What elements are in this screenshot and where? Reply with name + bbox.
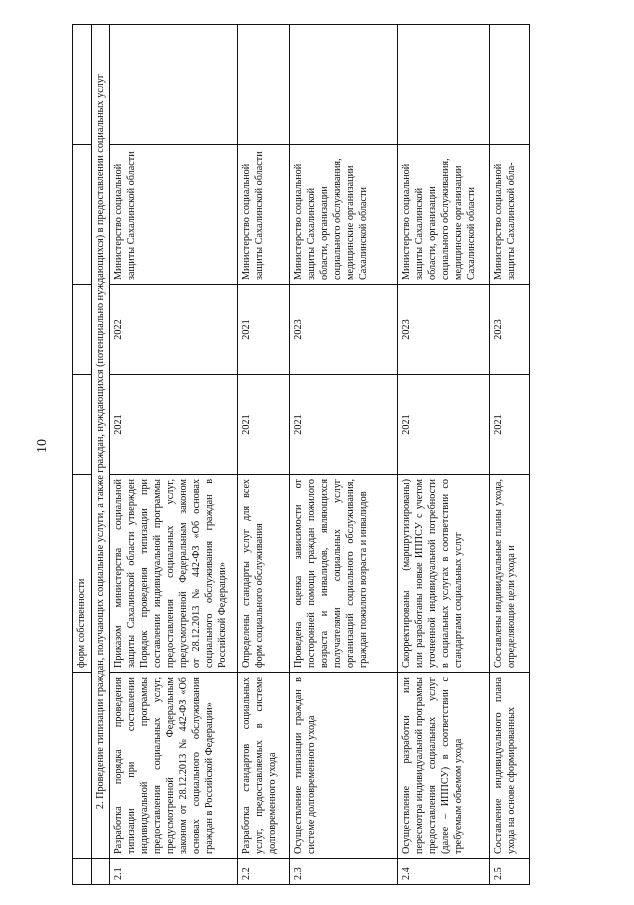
start-year-cell: 2021 [490, 375, 530, 475]
empty-cell [398, 25, 490, 145]
responsible-cell: Министерство социальной защиты Сахалинской области, организации социального обслуживания, медицинские организации Сахалинской области [398, 145, 490, 285]
end-year-cell: 2023 [398, 285, 490, 375]
measure-cell: Разработка порядка проведения типизации при составлении индивидуальной программы предоставления социальных услуг, предусмотренной Федеральным законом от 28.12.2013 № 442-ФЗ «Об основах социального обслуживания граждан в Российской Федерации» [110, 673, 238, 859]
start-year-cell: 2021 [238, 375, 290, 475]
section-title: 2. Проведение типизации граждан, получающих социальные услуги, а также граждан, нуждающихся (потенциально нуждающихся) в предоставлении социальных услуг [92, 25, 110, 859]
empty-cell [238, 25, 290, 145]
row-number: 2.2 [238, 859, 290, 885]
measure-cell: Осуществление типизации граждан в системе долговременного ухода [290, 673, 398, 859]
end-year-cell: 2021 [238, 285, 290, 375]
section-row [92, 25, 110, 885]
table-row [490, 25, 530, 885]
result-cell: Составлены индивидуальные планы ухода, определяющие цели ухода и [490, 475, 530, 673]
row-number: 2.5 [490, 859, 530, 885]
table-row [398, 25, 490, 885]
measure-cell: Осуществление разработки или пересмотра индивидуальной программы предоставления социальных услуг (далее – ИППСУ) в соответствии с требуемым объемом ухода [398, 673, 490, 859]
result-cell: Проведена оценка зависимости от посторонней помощи граждан пожилого возраста и инвалидов, являющихся получателями социальных услуг организаций социального обслуживания, граждан пожилого возраста и инвалидов [290, 475, 398, 673]
row-number: 2.3 [290, 859, 398, 885]
row-number: 2.4 [398, 859, 490, 885]
result-cell: Определены стандарты услуг для всех форм социального обслуживания [238, 475, 290, 673]
responsible-cell: Министерство социальной защиты Сахалинской обла- [490, 145, 530, 285]
responsible-cell: Министерство социальной защиты Сахалинской области [110, 145, 238, 285]
table-row [73, 25, 92, 885]
responsible-cell: Министерство социальной защиты Сахалинской области, организации социального обслуживания, медицинские организации Сахалинской области [290, 145, 398, 285]
measure-cell: Разработка стандартов социальных услуг, предоставляемых в системе долговременного ухода [238, 673, 290, 859]
start-year-cell: 2021 [290, 375, 398, 475]
empty-cell [110, 25, 238, 145]
table-row [290, 25, 398, 885]
table-row [238, 25, 290, 885]
measures-table [72, 24, 530, 885]
empty-cell [490, 25, 530, 145]
row-number: 2.1 [110, 859, 238, 885]
end-year-cell: 2023 [290, 285, 398, 375]
responsible-cell: Министерство социальной защиты Сахалинской области [238, 145, 290, 285]
start-year-cell: 2021 [110, 375, 238, 475]
end-year-cell: 2023 [490, 285, 530, 375]
table-row [110, 25, 238, 885]
page-number: 10 [35, 439, 50, 453]
end-year-cell: 2022 [110, 285, 238, 375]
result-cell: Приказом министерства социальной защиты Сахалинской области утвержден Порядок проведения типизации при составлении индивидуальной программы предоставления социальных услуг, предусмотренной Федеральным законом от 28.12.2013 № 442-ФЗ «Об основах социального обслуживания граждан в Российской Федерации» [110, 475, 238, 673]
rotated-page [72, 25, 612, 885]
empty-cell [290, 25, 398, 145]
measure-cell: Составление индивидуального плана ухода на основе сформированных [490, 673, 530, 859]
start-year-cell: 2021 [398, 375, 490, 475]
result-cell: Скорректированы (маршрутизированы) или разработаны новые ИППСУ с учетом уточненной индивидуальной потребности в социальных услугах в соответствии со стандартами социальных услуг [398, 475, 490, 673]
header-cell: форм собственности [73, 475, 92, 673]
